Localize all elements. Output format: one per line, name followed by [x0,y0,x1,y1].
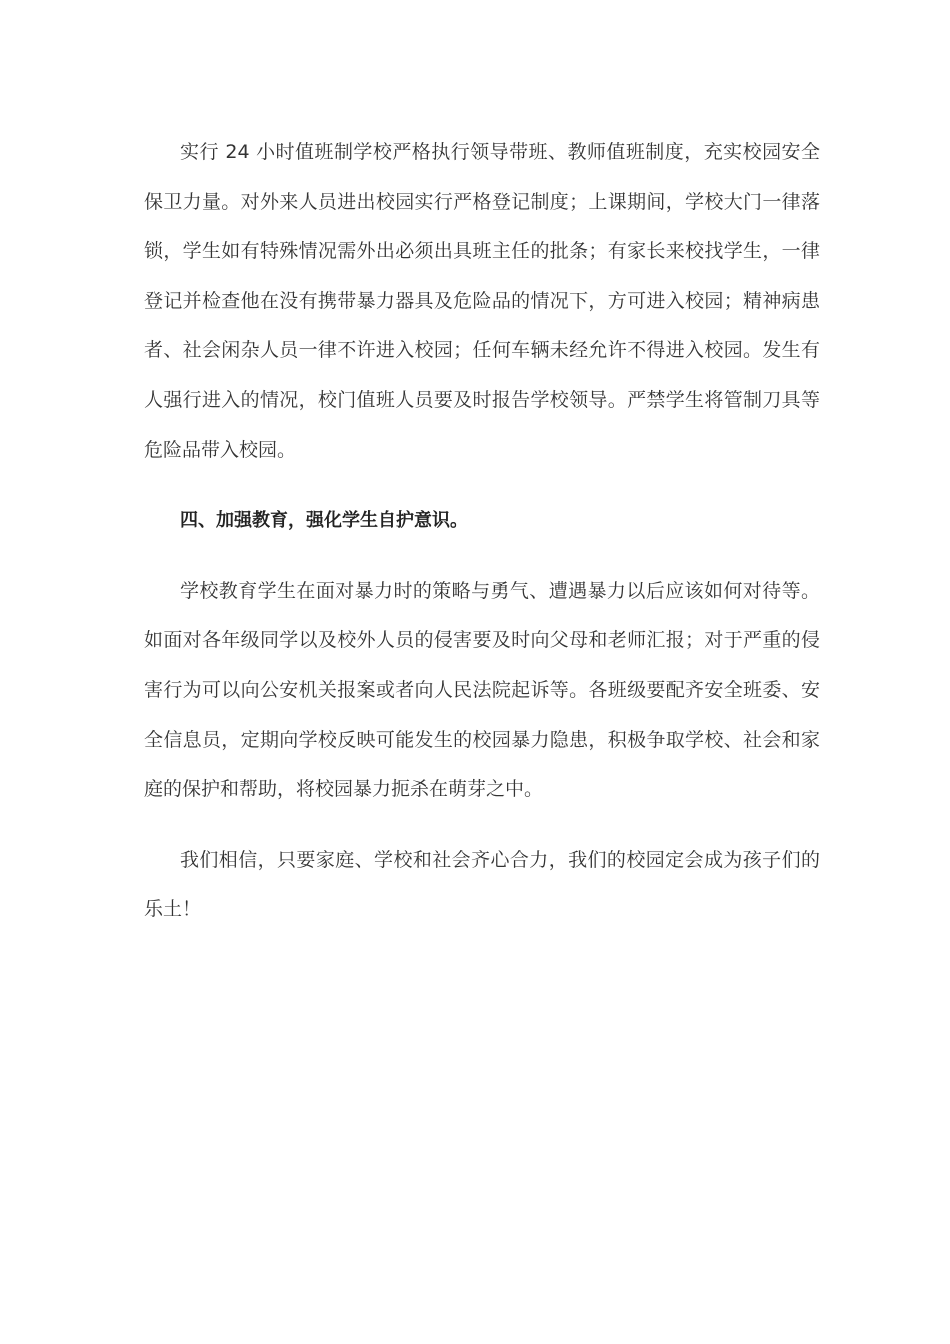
paragraph-conclusion: 我们相信，只要家庭、学校和社会齐心合力，我们的校园定会成为孩子们的乐土！ [144,848,820,921]
paragraph-student-education: 学校教育学生在面对暴力时的策略与勇气、遭遇暴力以后应该如何对待等。如面对各年级同学以及校外人员的侵害要及时向父母和老师汇报；对于严重的侵害行为可以向公安机关报案或者向人民法院起诉等。各班级要配齐安全班委、安全信息员，定期向学校反映可能发生的校园暴力隐患，积极争取学校、社会和家庭的保护和帮助，将校园暴力扼杀在萌芽之中。 [144,579,820,801]
paragraph-security-duty: 实行 24 小时值班制学校严格执行领导带班、教师值班制度，充实校园安全保卫力量。对外来人员进出校园实行严格登记制度；上课期间，学校大门一律落锁，学生如有特殊情况需外出必须出具班主任的批条；有家长来校找学生，一律登记并检查他在没有携带暴力器具及危险品的情况下，方可进入校园；精神病患者、社会闲杂人员一律不许进入校园；任何车辆未经允许不得进入校园。发生有人强行进入的情况，校门值班人员要及时报告学校领导。严禁学生将管制刀具等危险品带入校园。 [144,141,820,461]
document-body [144,128,820,935]
section-heading-education: 四、加强教育，强化学生自护意识。 [180,510,468,532]
